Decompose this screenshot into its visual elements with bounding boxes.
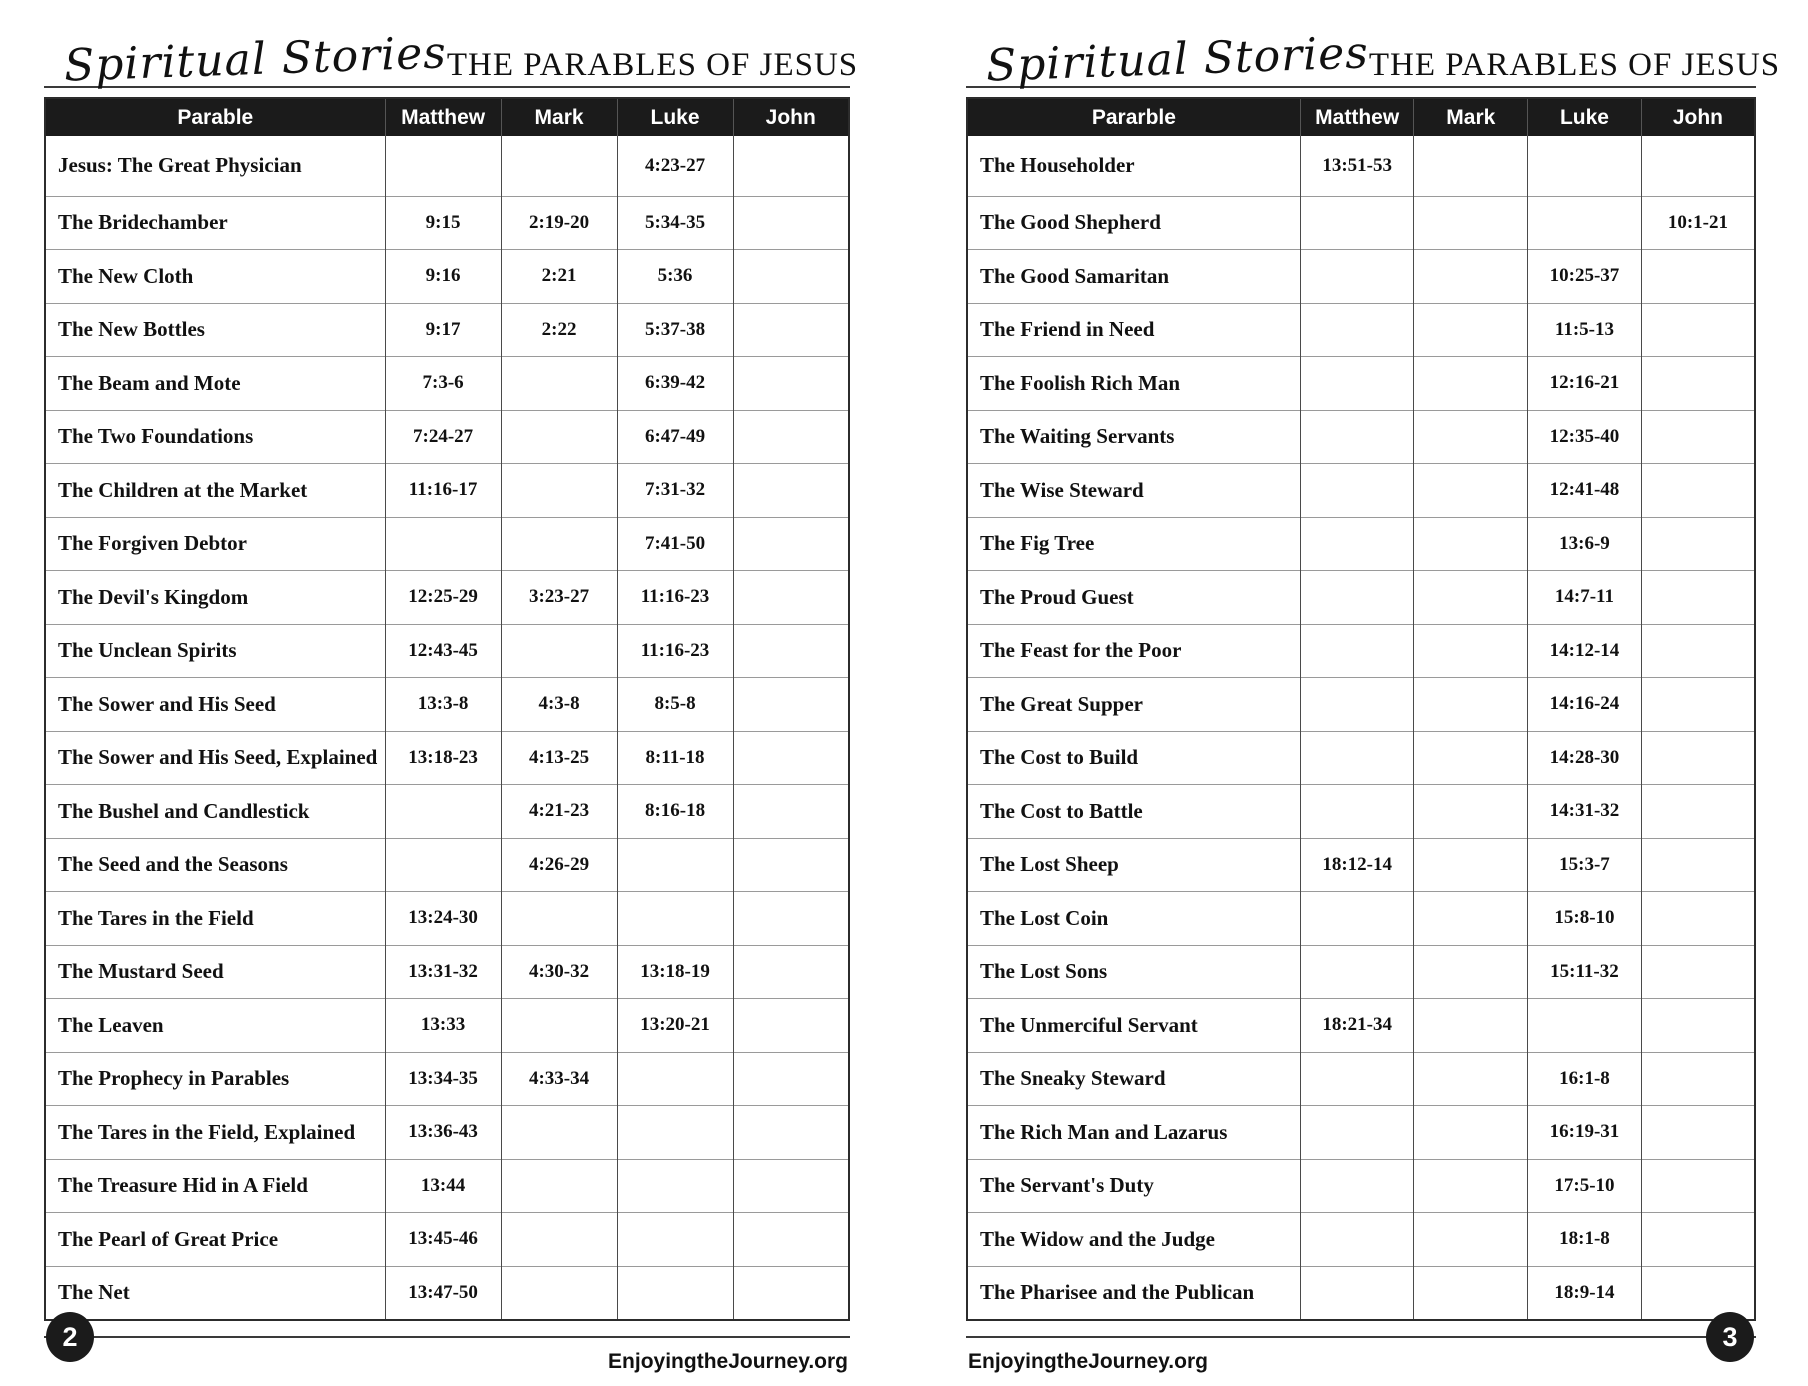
parable-cell: The Servant's Duty — [967, 1159, 1300, 1213]
matthew-cell — [385, 838, 501, 892]
parable-cell: The Fig Tree — [967, 517, 1300, 571]
column-header-luke: Luke — [1528, 98, 1642, 136]
column-header-mark: Mark — [501, 98, 617, 136]
john-cell — [1641, 785, 1755, 839]
mark-cell — [1414, 1106, 1528, 1160]
mark-cell — [1414, 357, 1528, 411]
parable-cell: The Wise Steward — [967, 464, 1300, 518]
mark-cell — [1414, 303, 1528, 357]
table-row — [45, 517, 849, 571]
table-row — [45, 785, 849, 839]
table-row — [967, 892, 1755, 946]
mark-cell: 3:23-27 — [501, 571, 617, 625]
mark-cell — [501, 1266, 617, 1320]
footer-rule — [44, 1336, 850, 1338]
mark-cell — [1414, 1213, 1528, 1267]
mark-cell — [1414, 136, 1528, 196]
column-header-parable: Pararble — [967, 98, 1300, 136]
luke-cell: 11:5-13 — [1528, 303, 1642, 357]
parable-cell: The New Cloth — [45, 250, 385, 304]
matthew-cell: 18:12-14 — [1300, 838, 1414, 892]
john-cell — [1641, 464, 1755, 518]
parable-cell: The Forgiven Debtor — [45, 517, 385, 571]
table-row — [45, 838, 849, 892]
luke-cell: 12:35-40 — [1528, 410, 1642, 464]
parable-cell: The Sower and His Seed — [45, 678, 385, 732]
matthew-cell — [1300, 945, 1414, 999]
table-row — [967, 357, 1755, 411]
table-row — [45, 892, 849, 946]
table-row — [967, 250, 1755, 304]
mark-cell — [1414, 785, 1528, 839]
mark-cell — [501, 624, 617, 678]
mark-cell — [1414, 571, 1528, 625]
table-row — [45, 571, 849, 625]
parable-cell: The Good Shepherd — [967, 196, 1300, 250]
parable-cell: The Pharisee and the Publican — [967, 1266, 1300, 1320]
matthew-cell: 7:3-6 — [385, 357, 501, 411]
mark-cell — [501, 136, 617, 196]
parable-cell: The Devil's Kingdom — [45, 571, 385, 625]
luke-cell: 8:5-8 — [617, 678, 733, 732]
john-cell — [733, 250, 849, 304]
luke-cell: 5:34-35 — [617, 196, 733, 250]
matthew-cell — [1300, 624, 1414, 678]
column-header-john: John — [733, 98, 849, 136]
mark-cell — [1414, 624, 1528, 678]
parable-cell: The Children at the Market — [45, 464, 385, 518]
luke-cell — [1528, 196, 1642, 250]
column-header-parable: Parable — [45, 98, 385, 136]
matthew-cell — [385, 136, 501, 196]
matthew-cell: 12:43-45 — [385, 624, 501, 678]
table-row — [967, 571, 1755, 625]
matthew-cell: 18:21-34 — [1300, 999, 1414, 1053]
john-cell — [733, 1159, 849, 1213]
john-cell — [733, 892, 849, 946]
john-cell — [1641, 1106, 1755, 1160]
mark-cell: 2:19-20 — [501, 196, 617, 250]
matthew-cell: 13:24-30 — [385, 892, 501, 946]
luke-cell: 13:6-9 — [1528, 517, 1642, 571]
parable-cell: The Cost to Build — [967, 731, 1300, 785]
table-row — [967, 1213, 1755, 1267]
matthew-cell — [1300, 250, 1414, 304]
luke-cell: 18:1-8 — [1528, 1213, 1642, 1267]
mark-cell — [1414, 196, 1528, 250]
luke-cell — [1528, 999, 1642, 1053]
john-cell — [733, 136, 849, 196]
luke-cell: 10:25-37 — [1528, 250, 1642, 304]
mark-cell — [1414, 1052, 1528, 1106]
table-row — [967, 410, 1755, 464]
table-header-row — [45, 98, 849, 136]
table-row — [45, 999, 849, 1053]
matthew-cell — [385, 517, 501, 571]
john-cell — [733, 1106, 849, 1160]
mark-cell — [1414, 945, 1528, 999]
table-row — [45, 196, 849, 250]
luke-cell: 14:7-11 — [1528, 571, 1642, 625]
mark-cell — [1414, 517, 1528, 571]
john-cell — [1641, 838, 1755, 892]
luke-cell: 14:16-24 — [1528, 678, 1642, 732]
luke-cell: 14:31-32 — [1528, 785, 1642, 839]
table-row — [45, 678, 849, 732]
mark-cell — [501, 1213, 617, 1267]
parables-table — [44, 97, 850, 1321]
matthew-cell — [1300, 1266, 1414, 1320]
luke-cell: 14:28-30 — [1528, 731, 1642, 785]
matthew-cell — [1300, 464, 1414, 518]
luke-cell: 7:31-32 — [617, 464, 733, 518]
parable-cell: The Prophecy in Parables — [45, 1052, 385, 1106]
john-cell — [1641, 624, 1755, 678]
luke-cell: 11:16-23 — [617, 624, 733, 678]
matthew-cell: 7:24-27 — [385, 410, 501, 464]
parable-cell: The Lost Sons — [967, 945, 1300, 999]
matthew-cell: 13:36-43 — [385, 1106, 501, 1160]
parable-cell: The Widow and the Judge — [967, 1213, 1300, 1267]
luke-cell: 13:20-21 — [617, 999, 733, 1053]
john-cell — [733, 838, 849, 892]
table-row — [967, 678, 1755, 732]
footer-rule — [966, 1336, 1756, 1338]
john-cell — [1641, 1266, 1755, 1320]
parable-cell: The Good Samaritan — [967, 250, 1300, 304]
luke-cell: 15:11-32 — [1528, 945, 1642, 999]
parable-cell: The Unmerciful Servant — [967, 999, 1300, 1053]
table-row — [967, 1159, 1755, 1213]
parable-cell: The Sneaky Steward — [967, 1052, 1300, 1106]
parable-cell: The Waiting Servants — [967, 410, 1300, 464]
mark-cell — [501, 464, 617, 518]
matthew-cell: 13:34-35 — [385, 1052, 501, 1106]
table-row — [45, 303, 849, 357]
mark-cell: 2:22 — [501, 303, 617, 357]
parable-cell: The Cost to Battle — [967, 785, 1300, 839]
matthew-cell — [1300, 1159, 1414, 1213]
parable-cell: The Feast for the Poor — [967, 624, 1300, 678]
mark-cell: 4:21-23 — [501, 785, 617, 839]
luke-cell — [617, 838, 733, 892]
parable-cell: The Friend in Need — [967, 303, 1300, 357]
mark-cell: 4:13-25 — [501, 731, 617, 785]
john-cell — [1641, 410, 1755, 464]
mark-cell — [501, 892, 617, 946]
mark-cell: 4:30-32 — [501, 945, 617, 999]
john-cell — [733, 303, 849, 357]
john-cell — [733, 464, 849, 518]
mark-cell — [501, 410, 617, 464]
luke-cell — [617, 1106, 733, 1160]
mark-cell — [1414, 678, 1528, 732]
luke-cell — [1528, 136, 1642, 196]
mark-cell: 4:3-8 — [501, 678, 617, 732]
luke-cell: 11:16-23 — [617, 571, 733, 625]
table-row — [967, 303, 1755, 357]
matthew-cell: 13:45-46 — [385, 1213, 501, 1267]
luke-cell: 8:16-18 — [617, 785, 733, 839]
site-url-text: EnjoyingtheJourney.org — [968, 1350, 1208, 1373]
table-row — [967, 136, 1755, 196]
table-row — [45, 357, 849, 411]
john-cell — [733, 1213, 849, 1267]
matthew-cell: 9:17 — [385, 303, 501, 357]
mark-cell: 2:21 — [501, 250, 617, 304]
table-row — [45, 410, 849, 464]
john-cell — [733, 678, 849, 732]
matthew-cell: 13:18-23 — [385, 731, 501, 785]
john-cell — [733, 410, 849, 464]
parable-cell: The Pearl of Great Price — [45, 1213, 385, 1267]
column-header-matthew: Matthew — [385, 98, 501, 136]
site-url-text: EnjoyingtheJourney.org — [608, 1350, 848, 1373]
table-row — [967, 731, 1755, 785]
parable-cell: The Treasure Hid in A Field — [45, 1159, 385, 1213]
mark-cell: 4:26-29 — [501, 838, 617, 892]
column-header-luke: Luke — [617, 98, 733, 136]
john-cell — [1641, 1213, 1755, 1267]
mark-cell — [501, 1106, 617, 1160]
parable-cell: The Seed and the Seasons — [45, 838, 385, 892]
matthew-cell — [1300, 1213, 1414, 1267]
table-row — [45, 1159, 849, 1213]
mark-cell — [1414, 892, 1528, 946]
mark-cell — [1414, 1159, 1528, 1213]
matthew-cell: 12:25-29 — [385, 571, 501, 625]
john-cell — [733, 196, 849, 250]
john-cell — [1641, 250, 1755, 304]
matthew-cell — [1300, 1106, 1414, 1160]
john-cell — [1641, 892, 1755, 946]
parable-cell: The Unclean Spirits — [45, 624, 385, 678]
john-cell — [733, 1052, 849, 1106]
table-row — [967, 517, 1755, 571]
table-row — [45, 1106, 849, 1160]
luke-cell — [617, 1159, 733, 1213]
table-row — [967, 999, 1755, 1053]
parable-cell: The Householder — [967, 136, 1300, 196]
parable-cell: The Sower and His Seed, Explained — [45, 731, 385, 785]
john-cell — [733, 731, 849, 785]
john-cell — [1641, 731, 1755, 785]
luke-cell: 13:18-19 — [617, 945, 733, 999]
matthew-cell: 13:51-53 — [1300, 136, 1414, 196]
mark-cell: 4:33-34 — [501, 1052, 617, 1106]
matthew-cell — [1300, 678, 1414, 732]
matthew-cell: 9:15 — [385, 196, 501, 250]
matthew-cell — [1300, 785, 1414, 839]
matthew-cell: 11:16-17 — [385, 464, 501, 518]
luke-cell: 15:8-10 — [1528, 892, 1642, 946]
logo-script: Spiritual Stories — [63, 27, 448, 92]
page-header — [44, 18, 859, 92]
matthew-cell — [1300, 571, 1414, 625]
matthew-cell — [1300, 731, 1414, 785]
matthew-cell — [1300, 1052, 1414, 1106]
john-cell — [1641, 945, 1755, 999]
john-cell — [733, 1266, 849, 1320]
table-row — [45, 1213, 849, 1267]
table-row — [967, 785, 1755, 839]
luke-cell: 6:47-49 — [617, 410, 733, 464]
matthew-cell: 13:47-50 — [385, 1266, 501, 1320]
luke-cell: 8:11-18 — [617, 731, 733, 785]
table-row — [967, 624, 1755, 678]
john-cell — [733, 624, 849, 678]
table-row — [45, 1266, 849, 1320]
table-header-row — [967, 98, 1755, 136]
john-cell — [1641, 999, 1755, 1053]
matthew-cell: 13:44 — [385, 1159, 501, 1213]
john-cell — [733, 785, 849, 839]
luke-cell: 16:19-31 — [1528, 1106, 1642, 1160]
logo-script: Spiritual Stories — [985, 27, 1370, 92]
table-row — [967, 196, 1755, 250]
matthew-cell — [1300, 892, 1414, 946]
table-row — [967, 1052, 1755, 1106]
john-cell — [733, 571, 849, 625]
parable-cell: The Leaven — [45, 999, 385, 1053]
page-left — [44, 0, 859, 1386]
john-cell — [733, 999, 849, 1053]
luke-cell: 17:5-10 — [1528, 1159, 1642, 1213]
parable-cell: The Proud Guest — [967, 571, 1300, 625]
table-row — [967, 838, 1755, 892]
mark-cell — [1414, 1266, 1528, 1320]
table-row — [45, 624, 849, 678]
luke-cell: 18:9-14 — [1528, 1266, 1642, 1320]
table-row — [45, 1052, 849, 1106]
parable-cell: Jesus: The Great Physician — [45, 136, 385, 196]
table-row — [967, 1106, 1755, 1160]
mark-cell — [1414, 464, 1528, 518]
mark-cell — [1414, 999, 1528, 1053]
table-row — [967, 1266, 1755, 1320]
parable-cell: The Lost Coin — [967, 892, 1300, 946]
luke-cell — [617, 1052, 733, 1106]
matthew-cell — [1300, 303, 1414, 357]
page-title: THE PARABLES OF JESUS — [1368, 47, 1781, 83]
parable-cell: The Great Supper — [967, 678, 1300, 732]
matthew-cell: 9:16 — [385, 250, 501, 304]
mark-cell — [1414, 731, 1528, 785]
table-row — [45, 945, 849, 999]
table-row — [45, 731, 849, 785]
table-row — [45, 464, 849, 518]
matthew-cell — [1300, 357, 1414, 411]
john-cell — [1641, 1052, 1755, 1106]
mark-cell — [1414, 838, 1528, 892]
matthew-cell — [1300, 196, 1414, 250]
table-row — [45, 136, 849, 196]
page-right — [966, 0, 1781, 1386]
parable-cell: The Tares in the Field — [45, 892, 385, 946]
parable-cell: The Bushel and Candlestick — [45, 785, 385, 839]
column-header-mark: Mark — [1414, 98, 1528, 136]
parable-cell: The Lost Sheep — [967, 838, 1300, 892]
page-title: THE PARABLES OF JESUS — [446, 47, 859, 83]
parable-cell: The Foolish Rich Man — [967, 357, 1300, 411]
page-header — [966, 18, 1781, 92]
luke-cell: 12:16-21 — [1528, 357, 1642, 411]
column-header-john: John — [1641, 98, 1755, 136]
john-cell — [1641, 571, 1755, 625]
luke-cell: 14:12-14 — [1528, 624, 1642, 678]
mark-cell — [501, 357, 617, 411]
parable-cell: The Rich Man and Lazarus — [967, 1106, 1300, 1160]
table-row — [45, 250, 849, 304]
mark-cell — [501, 517, 617, 571]
parable-cell: The Beam and Mote — [45, 357, 385, 411]
page-number-badge: 2 — [46, 1312, 94, 1362]
matthew-cell — [1300, 517, 1414, 571]
luke-cell: 4:23-27 — [617, 136, 733, 196]
page-number-badge: 3 — [1706, 1312, 1754, 1362]
john-cell — [1641, 136, 1755, 196]
parable-cell: The Bridechamber — [45, 196, 385, 250]
luke-cell — [617, 1266, 733, 1320]
parable-cell: The Tares in the Field, Explained — [45, 1106, 385, 1160]
john-cell — [1641, 517, 1755, 571]
parable-cell: The Two Foundations — [45, 410, 385, 464]
luke-cell — [617, 892, 733, 946]
table-row — [967, 945, 1755, 999]
matthew-cell — [385, 785, 501, 839]
parable-cell: The New Bottles — [45, 303, 385, 357]
matthew-cell: 13:3-8 — [385, 678, 501, 732]
john-cell — [1641, 1159, 1755, 1213]
column-header-matthew: Matthew — [1300, 98, 1414, 136]
john-cell — [733, 357, 849, 411]
mark-cell — [501, 1159, 617, 1213]
luke-cell: 5:37-38 — [617, 303, 733, 357]
john-cell: 10:1-21 — [1641, 196, 1755, 250]
john-cell — [733, 945, 849, 999]
john-cell — [1641, 303, 1755, 357]
luke-cell: 5:36 — [617, 250, 733, 304]
parable-cell: The Mustard Seed — [45, 945, 385, 999]
parables-table — [966, 97, 1756, 1321]
luke-cell: 15:3-7 — [1528, 838, 1642, 892]
matthew-cell — [1300, 410, 1414, 464]
john-cell — [1641, 678, 1755, 732]
luke-cell: 12:41-48 — [1528, 464, 1642, 518]
luke-cell: 7:41-50 — [617, 517, 733, 571]
john-cell — [1641, 357, 1755, 411]
john-cell — [733, 517, 849, 571]
luke-cell: 16:1-8 — [1528, 1052, 1642, 1106]
luke-cell: 6:39-42 — [617, 357, 733, 411]
mark-cell — [1414, 410, 1528, 464]
parable-cell: The Net — [45, 1266, 385, 1320]
mark-cell — [1414, 250, 1528, 304]
luke-cell — [617, 1213, 733, 1267]
matthew-cell: 13:31-32 — [385, 945, 501, 999]
mark-cell — [501, 999, 617, 1053]
table-row — [967, 464, 1755, 518]
matthew-cell: 13:33 — [385, 999, 501, 1053]
